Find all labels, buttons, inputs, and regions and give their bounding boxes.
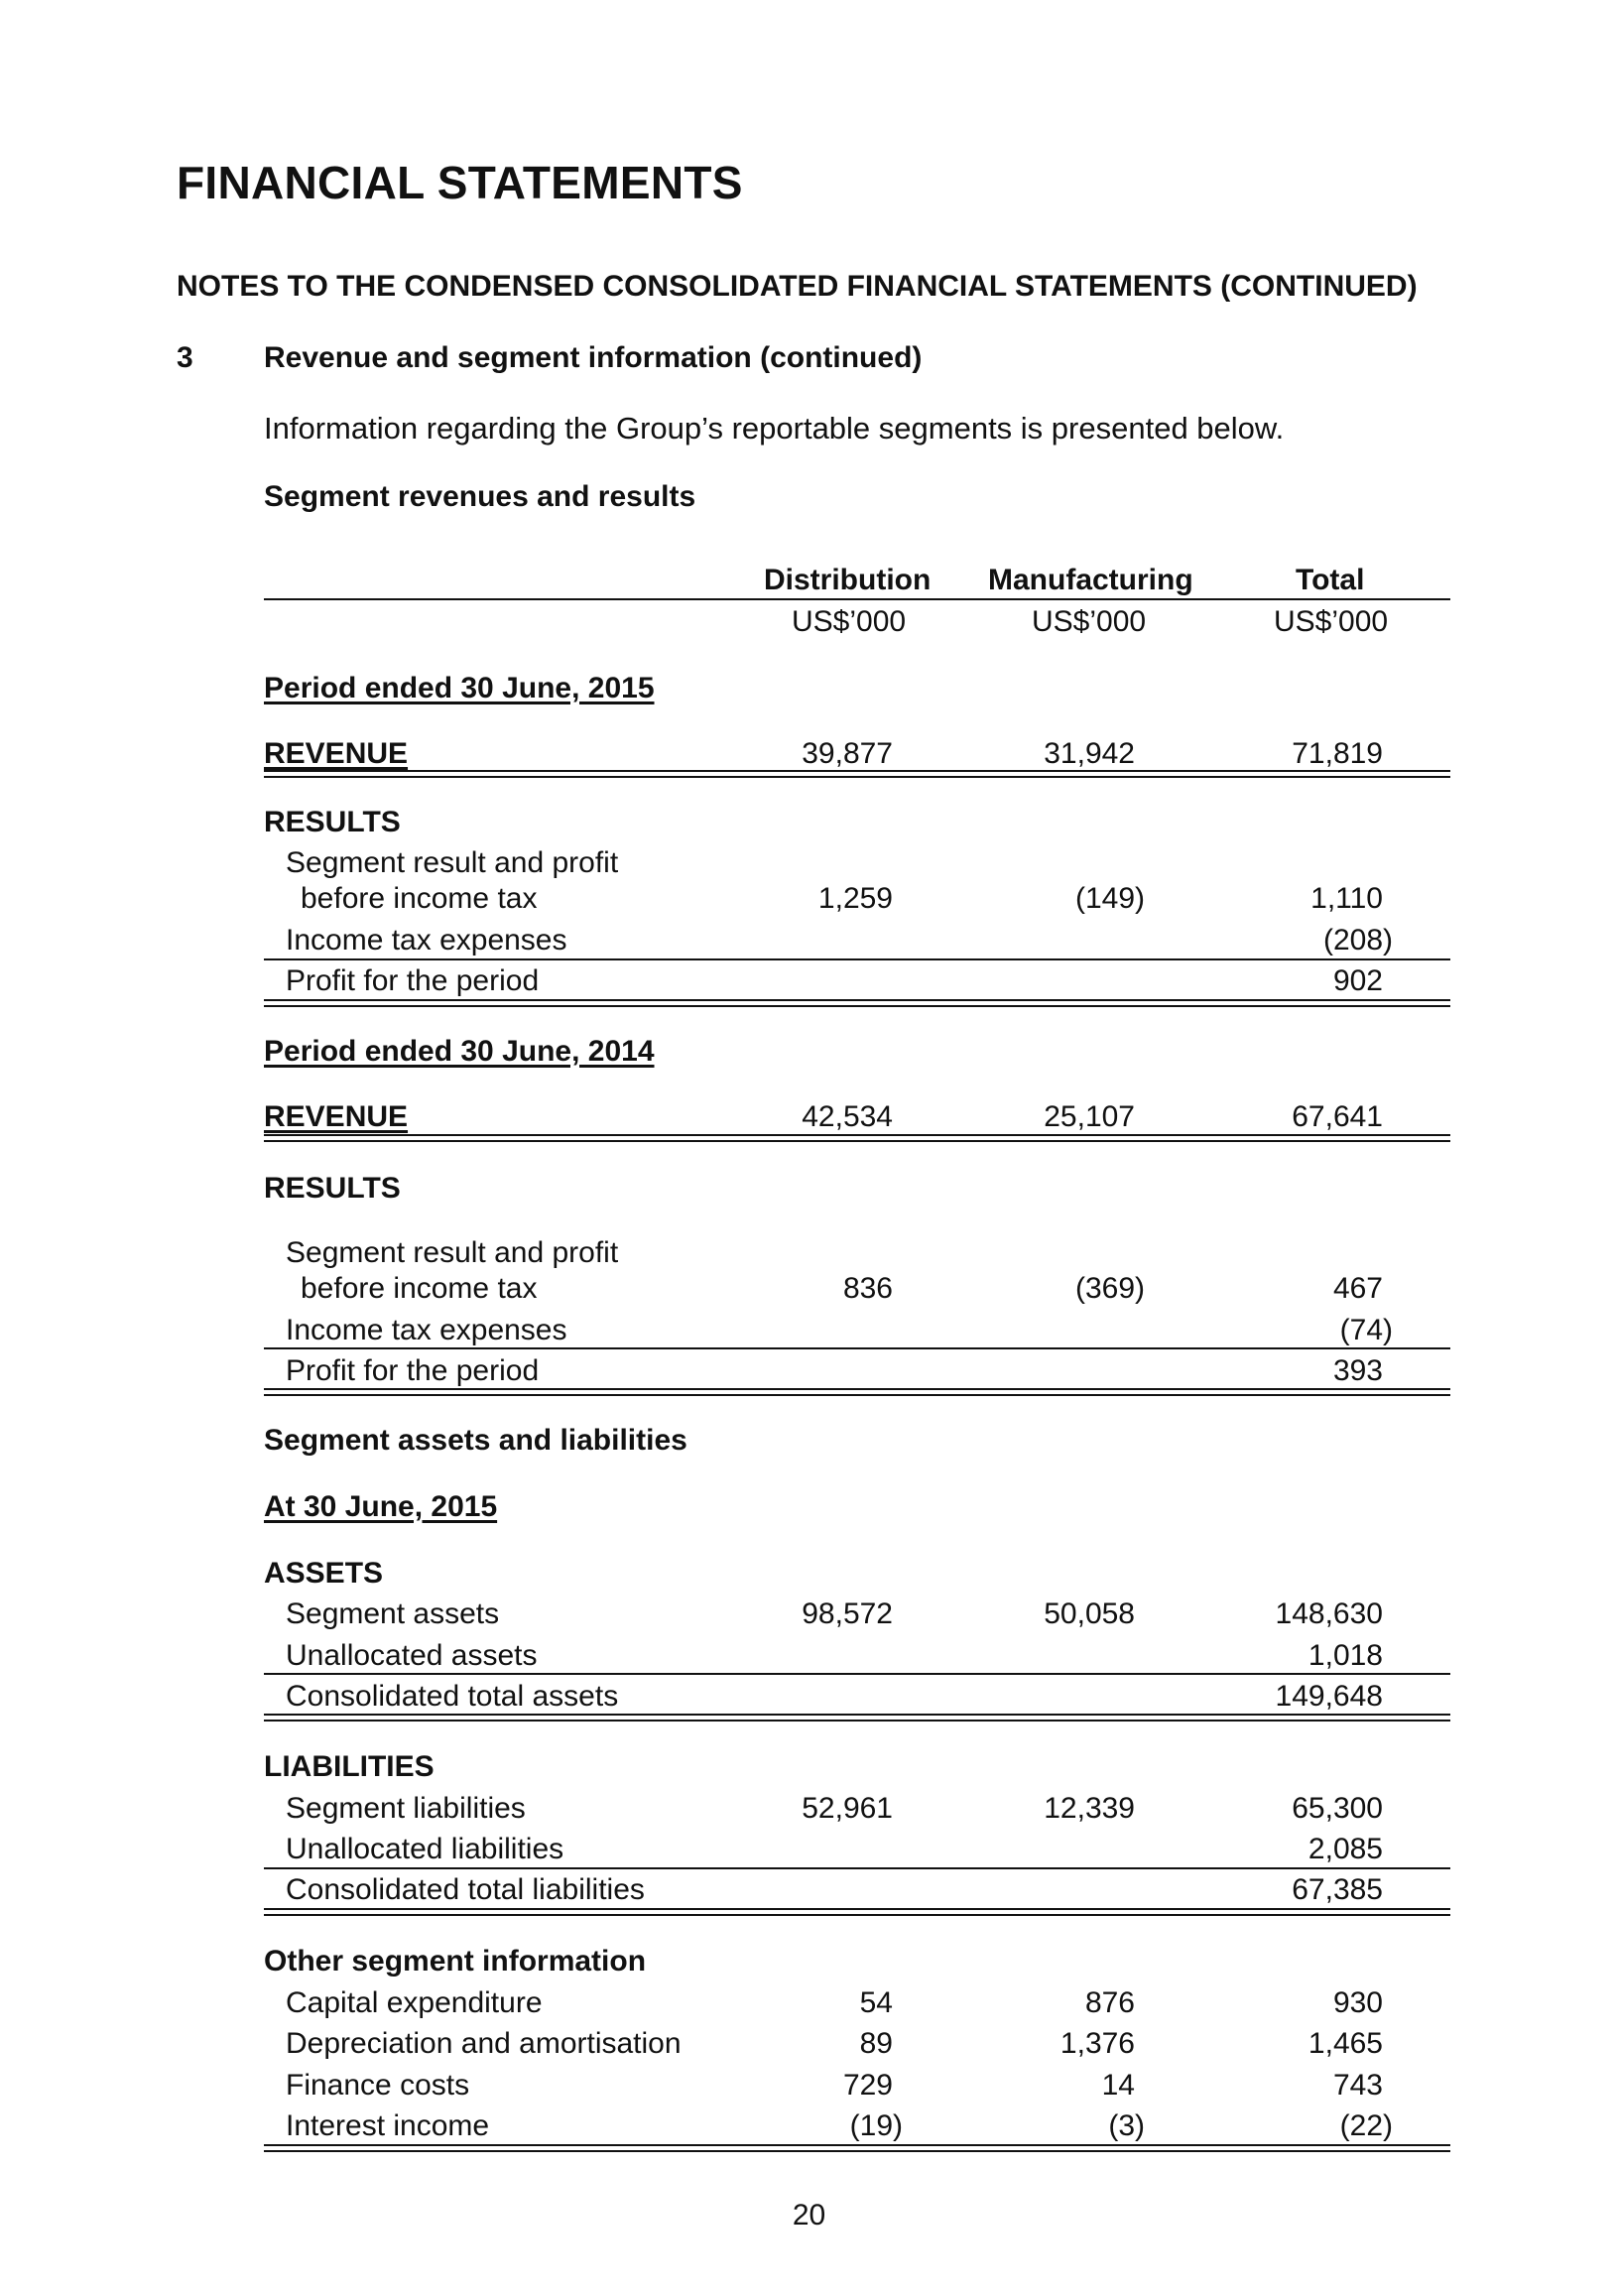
section-title: Revenue and segment information (continued) [264,341,923,374]
revenue-2014-rule [264,1134,1450,1136]
interest-income-label: Interest income [286,2109,490,2142]
total-liabilities-label: Consolidated total liabilities [286,1873,645,1906]
other-info-heading: Other segment information [264,1945,647,1977]
unallocated-assets-label: Unallocated assets [286,1639,538,1672]
finance-costs-total: 743 [1332,2069,1383,2102]
capex-total: 930 [1332,1986,1383,2019]
revenue-2014-manufacturing: 25,107 [1044,1100,1135,1133]
period-2014-heading: Period ended 30 June, 2014 [264,1035,655,1068]
revenue-2014-rule-2 [264,1140,1450,1142]
other-info-rule [264,2144,1450,2146]
unallocated-assets-total: 1,018 [1307,1639,1383,1672]
revenue-2015-distribution: 39,877 [802,737,893,770]
revenue-2014-label: REVENUE [264,1100,409,1133]
depreciation-distribution: 89 [859,2027,893,2060]
segment-assets-label: Segment assets [286,1597,500,1630]
finance-costs-distribution: 729 [842,2069,893,2102]
profit-2015-rule-2 [264,1005,1450,1007]
col-unit-manufacturing: US$’000 [1032,605,1147,638]
interest-income-manufacturing: (3) [1108,2109,1145,2142]
notes-subtitle: NOTES TO THE CONDENSED CONSOLIDATED FINANCIAL STATEMENTS (CONTINUED) [177,270,1418,303]
other-info-rule-2 [264,2150,1450,2152]
capex-manufacturing: 876 [1084,1986,1135,2019]
at-date-heading: At 30 June, 2015 [264,1490,498,1523]
finance-costs-manufacturing: 14 [1101,2069,1135,2102]
total-assets-value: 149,648 [1275,1680,1383,1713]
unallocated-assets-rule [264,1673,1450,1675]
unallocated-liabilities-rule [264,1867,1450,1869]
segment-assets-distribution: 98,572 [802,1597,893,1630]
unallocated-liabilities-label: Unallocated liabilities [286,1833,564,1865]
total-liabilities-value: 67,385 [1292,1873,1383,1906]
segment-result-2015-label-1: Segment result and profit [286,846,619,879]
total-liabilities-rule-2 [264,1914,1450,1916]
depreciation-label: Depreciation and amortisation [286,2027,682,2060]
revenue-2014-total: 67,641 [1292,1100,1383,1133]
segment-liabilities-distribution: 52,961 [802,1792,893,1825]
segment-assets-manufacturing: 50,058 [1044,1597,1135,1630]
tax-2015-label: Income tax expenses [286,924,567,957]
segment-assets-total: 148,630 [1275,1597,1383,1630]
tax-2015-rule [264,958,1450,960]
segment-result-2015-label-2: before income tax [301,882,538,915]
interest-income-total: (22) [1339,2109,1393,2142]
profit-2015-total: 902 [1332,964,1383,997]
segment-result-2014-distribution: 836 [842,1272,893,1305]
revenue-2015-total: 71,819 [1292,737,1383,770]
page-number: 20 [792,2199,826,2232]
segment-result-2014-total: 467 [1332,1272,1383,1305]
col-unit-total: US$’000 [1274,605,1389,638]
results-2015-label: RESULTS [264,806,401,838]
segment-result-2015-manufacturing: (149) [1074,882,1145,915]
profit-2014-label: Profit for the period [286,1354,540,1387]
total-liabilities-rule [264,1908,1450,1910]
capex-distribution: 54 [859,1986,893,2019]
tax-2015-total: (208) [1322,924,1393,957]
total-assets-label: Consolidated total assets [286,1680,619,1713]
segment-result-2014-label-1: Segment result and profit [286,1236,619,1269]
intro-text: Information regarding the Group’s reportable segments is presented below. [264,411,1285,446]
tax-2014-rule [264,1347,1450,1349]
header-rule [264,598,1450,600]
revenue-2015-rule-2 [264,776,1450,778]
segment-revenues-heading: Segment revenues and results [264,480,696,513]
segment-liabilities-total: 65,300 [1292,1792,1383,1825]
revenue-2015-rule [264,770,1450,772]
period-2015-heading: Period ended 30 June, 2015 [264,672,655,704]
profit-2014-rule [264,1388,1450,1390]
depreciation-manufacturing: 1,376 [1059,2027,1135,2060]
col-header-distribution: Distribution [764,564,932,596]
depreciation-total: 1,465 [1307,2027,1383,2060]
interest-income-distribution: (19) [849,2109,903,2142]
segment-liabilities-label: Segment liabilities [286,1792,526,1825]
revenue-2015-manufacturing: 31,942 [1044,737,1135,770]
profit-2014-total: 393 [1332,1354,1383,1387]
col-header-manufacturing: Manufacturing [988,564,1193,596]
segment-result-2014-manufacturing: (369) [1074,1272,1145,1305]
segment-liabilities-manufacturing: 12,339 [1044,1792,1135,1825]
col-header-total: Total [1296,564,1365,596]
finance-costs-label: Finance costs [286,2069,470,2102]
tax-2014-label: Income tax expenses [286,1314,567,1346]
page-title: FINANCIAL STATEMENTS [177,157,743,208]
liabilities-label: LIABILITIES [264,1750,435,1783]
profit-2015-rule [264,999,1450,1001]
results-2014-label: RESULTS [264,1172,401,1205]
profit-2014-rule-2 [264,1394,1450,1396]
col-unit-distribution: US$’000 [792,605,907,638]
profit-2015-label: Profit for the period [286,964,540,997]
total-assets-rule-2 [264,1720,1450,1722]
tax-2014-total: (74) [1339,1314,1393,1346]
unallocated-liabilities-total: 2,085 [1307,1833,1383,1865]
section-number: 3 [177,341,193,374]
total-assets-rule [264,1714,1450,1716]
revenue-2014-distribution: 42,534 [802,1100,893,1133]
segment-result-2015-distribution: 1,259 [817,882,893,915]
assets-label: ASSETS [264,1557,384,1590]
revenue-2015-label: REVENUE [264,737,409,770]
capex-label: Capital expenditure [286,1986,543,2019]
assets-liabilities-heading: Segment assets and liabilities [264,1424,687,1457]
segment-result-2014-label-2: before income tax [301,1272,538,1305]
segment-result-2015-total: 1,110 [1310,882,1383,915]
